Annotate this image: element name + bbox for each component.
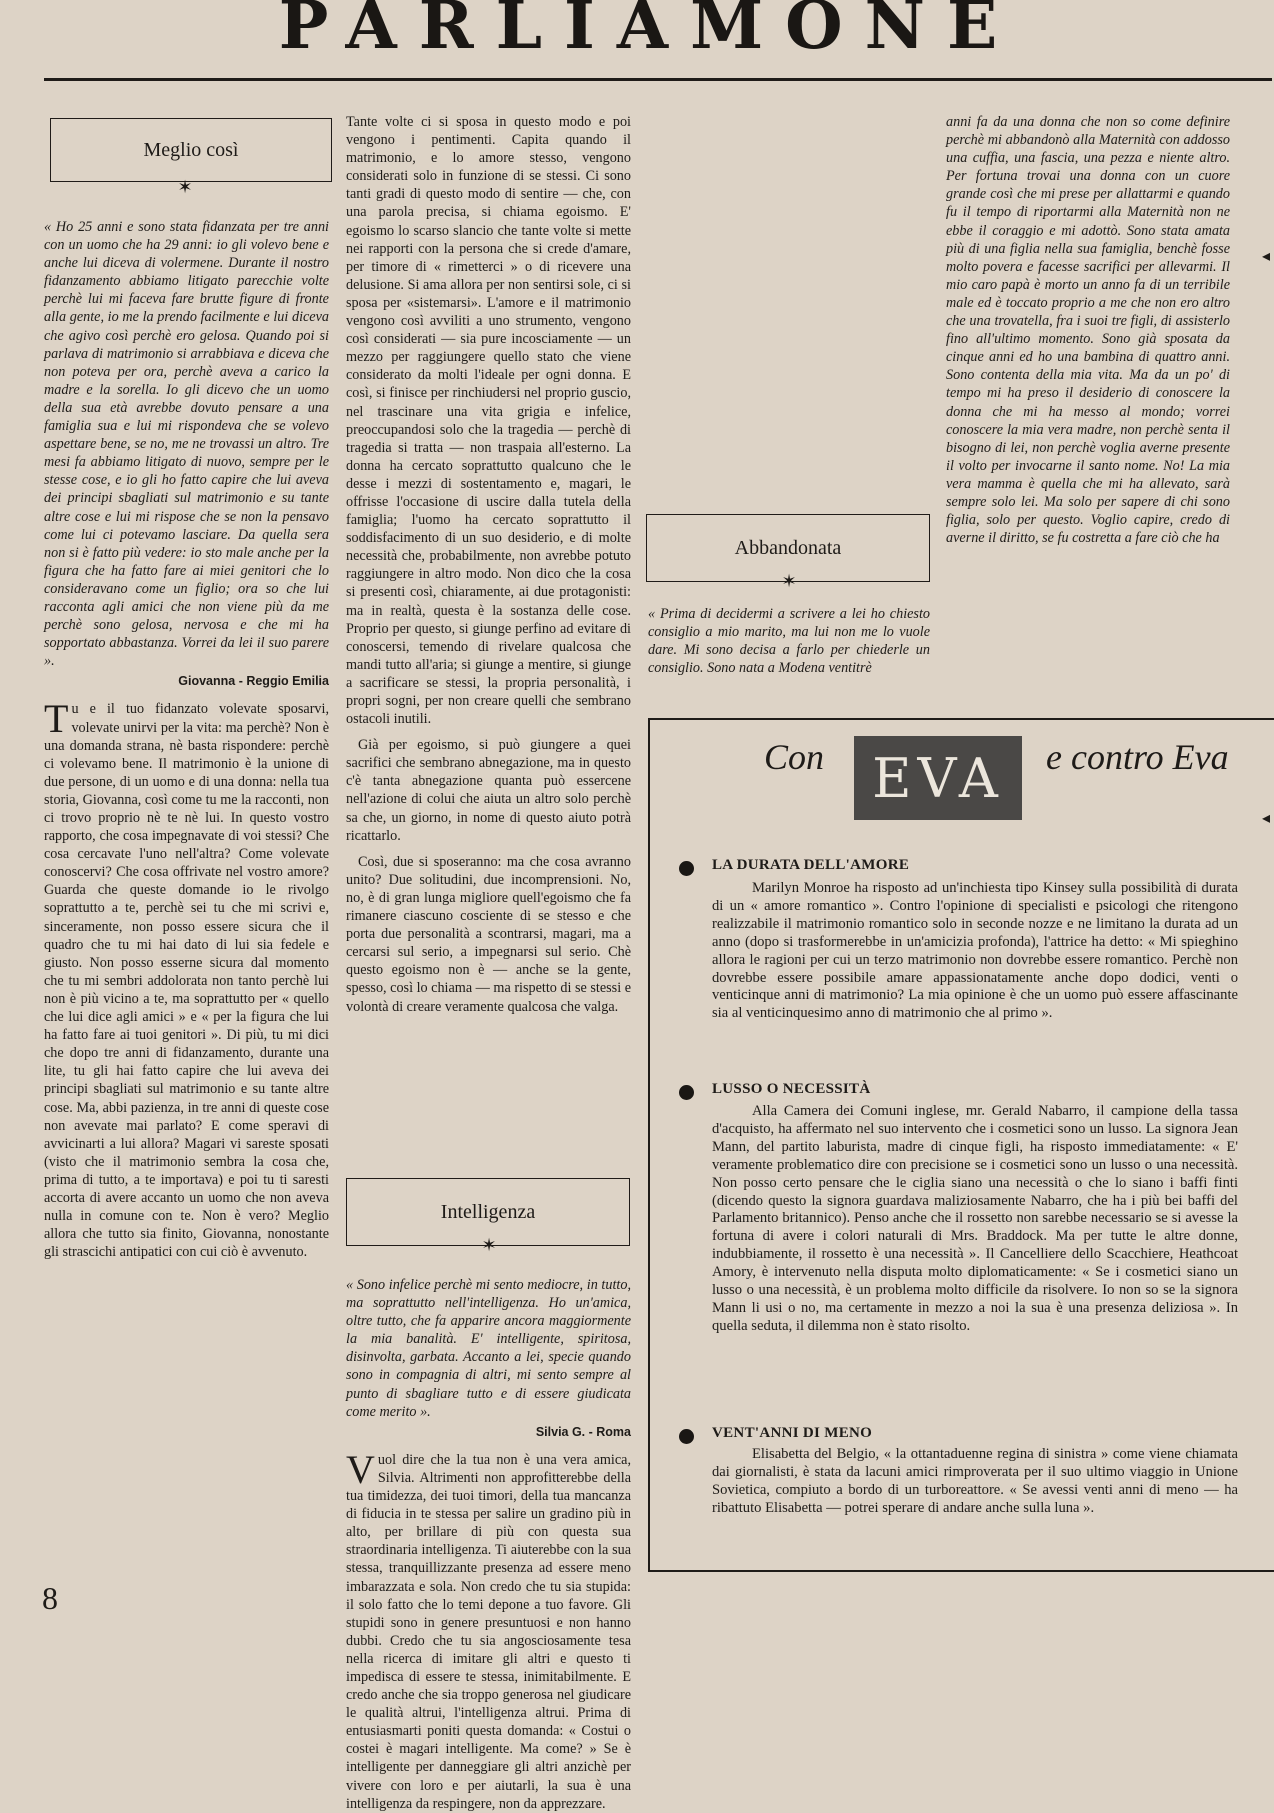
masthead-rule <box>44 78 1272 81</box>
eva-section-text-1 <box>712 880 1238 1070</box>
meglio-signature: Giovanna - Reggio Emilia <box>178 674 329 689</box>
eva-logo-text: EVA <box>872 746 1004 810</box>
intelligenza-reply <box>346 1446 631 1813</box>
column-2 <box>346 113 631 1151</box>
column-3-lower <box>648 605 930 683</box>
star-ornament-icon: ✶ <box>781 571 797 591</box>
meglio-reply-2: Tante volte ci si sposa in questo modo e poi vengono i pentimenti. Capita quando il matrimonio, e lo amore stesso, vengono considerati solo in funzione di se stessi. Ci sono tanti gradi di questo modo di sentire — che, con una parola precisa, si chiama egoismo. E' egoismo lo scarso slancio che tante volte si mette nei rapporti con la persona che si crede d'amare, per timore di « rimetterci » o di ricevere una delusione. Si ama allora per non sentirsi sole, ci si sposa per «sistemarsi». L'amore e il matrimonio vengono così avviliti a uno strumento, vengono così considerati — sia pure incosciamente — un mezzo per raggiungere quello stato che viene considerato da molti l'ideale per ogni donna. E così, si finisce per rinchiudersi nel proprio guscio, nel trascinare una vita grigia e infelice, preoccupandosi solo che la tragedia — perchè di tragedia si tratta — non traspaia all'esterno. La donna ha cercato soprattutto qualcuno che le desse i mezzi di sostentamento e, magari, le offrisse l'occasione di uscire dalla tutela della famiglia; l'uomo ha cercato soprattutto il soddisfacimento di un suo desiderio, e di molte necessità che, probabilmente, non avrebbe potuto raggiungere in altro modo. Non dico che la cosa si presenti così, chiaramente, ai due protagonisti: ma in realtà, questa è la sostanza delle cose. Proprio per questo, si giunge perfino ad evitare di conoscersi, temendo di rivelare qualcosa che mandi tutto all'aria; si giunge a mentire, si giunge a sacrificare se stessi, la propria personalità, i propri sogni, per non creare quelli che sembrano ostacoli inutili. <box>346 114 631 728</box>
eva-section-title-1: LA DURATA DELL'AMORE <box>712 857 910 873</box>
eva-section-body-1: Marilyn Monroe ha risposto ad un'inchiesta tipo Kinsey sulla possibilità di durata di un « amore romantico ». Contro l'opinione di specialisti e psicologi che ritengono realizzabile il matrimonio romantico solo in seconde nozze e ne limitano la durata ad un anno (dopo si trasformerebbe in un'amicizia profonda), l'attrice ha detto: « Mi spieghino allora le ragioni per cui un terzo matrimonio non dovrebbe essere romantico. Perchè non dovrebbe essere possibile amare appassionatamente anche dopo dodici, venti o venticinque anni di matrimonio? La mia opinione è che un uomo può essere affascinante sia al venticinquesimo anno di matrimonio che al primo ». <box>712 880 1238 1022</box>
eva-section-text-3 <box>712 1446 1238 1558</box>
dropcap-v: V <box>346 1446 375 1492</box>
abbandonata-title: Abbandonata <box>734 536 842 559</box>
eva-head-left: Con <box>764 737 825 777</box>
bullet-icon <box>679 1429 694 1444</box>
eva-section-body-2: Alla Camera dei Comuni inglese, mr. Gerald Nabarro, il campione della tassa d'acquisto, ha affermato nel suo intervento che i cosmetici sono un lusso. La signora Jean Mann, del partito laburista, madre di cinque figli, ha risposto immediatamente: « E' veramente problematico dire con precisione se i cosmetici sono un lusso o una necessità. Non posso certo pensare che le ciglia siano una necessità o che lo siano i baffi finti (dicendo questo la signora guardava maliziosamente Nabarro, che ha i più bei baffi del Parlamento britannico). Penso anche che il rossetto non sarebbe necessario se si avesse la fortuna di avere i colori naturali di Mrs. Braddock. Ma per tutte le altre donne, indubbiamente, il rossetto è una necessità ». Il Cancelliere dello Scacchiere, Heathcoat Amory, è intervenuto nella disputa molto diplomaticamente: « Se i cosmetici siano un lusso o una necessità, è un problema molto difficile da risolvere. Io non so se la signora Mann li usi o no, ma certamente in mezzo a noi la sua è una presenza deliziosa ». In quella seduta, il dilemma non è stato risolto. <box>712 1103 1238 1334</box>
intelligenza-reply-text: uol dire che la tua non è una vera amica, Silvia. Altrimenti non approfitterebbe della tua timidezza, dei tuoi timori, della tua mancanza di fiducia in te stessa per salire un gradino più in alto, per brillare di più con questa sua straordinaria intelligenza. Ti aiuterebbe con la sua stessa, tranquillizzante presenza ad essere meno imbarazzata e sola. Non credo che tu sia stupida: il solo fatto che lo temi depone a tuo favore. Gli stupidi sono in genere presuntuosi e non hanno dubbi. Credo che tu sia angosciosamente tesa nella ricerca di imitare gli altri e questo ti impedisca di essere te stessa, inimitabilmente. E credo anche che sia troppo generosa nel giudicare le qualità altrui, l'intelligenza altrui. Prima di entusiasmarti poniti questa domanda: « Costui o costei è magari intelligente. Ma come? » Se è intelligente per danneggiare gli altri anzichè per vivere con loro e per aiutarli, la sua è una intelligenza da respingere, non da apprezzare. <box>346 1451 631 1812</box>
dropcap-t: T <box>44 696 69 742</box>
eva-section-title-3: VENT'ANNI DI MENO <box>712 1425 873 1441</box>
eva-head-right: e contro Eva <box>1046 737 1229 777</box>
meglio-title: Meglio così <box>143 138 239 161</box>
arrow-mark-icon: ◂ <box>1261 810 1270 827</box>
eva-section-text-2 <box>712 1103 1238 1405</box>
intelligenza-title: Intelligenza <box>440 1200 536 1223</box>
bullet-icon <box>679 1085 694 1100</box>
page-number: 8 <box>42 1580 58 1616</box>
abbandonata-letter-2: anni fa da una donna che non so come definire perchè mi abbandonò alla Maternità con addosso una cuffia, una fascia, una pezza e niente altro. Per fortuna trovai una donna con un cuore grande così che mi prese per allattarmi e quando fu il tempo di riportarmi alla Maternità non ne ebbe il coraggio e mi adottò. Sono stata amata più di una figlia nella sua famiglia, benchè fosse molto povera e facesse sacrifici per allevarmi. Il mio caro papà è morto un anno fa di un terribile male ed è toccato proprio a me che non ero altro che una trovatella, fra i suoi tre figli, di assisterlo fino all'ultimo momento. Sono già sposata da cinque anni ed ho una bambina di quattro anni. Sono contenta della mia vita. Ma da un po' di tempo mi ha preso il desiderio di conoscere la donna che mi ha messo al mondo; vorrei conoscere la mia vera madre, non perchè senta il bisogno di lei, non perchè voglia averne presente il volto per invocarne il santo nome. No! La mia vera mamma è quella che mi ha allevato, sarà sempre solo lei. Ma solo per sapere di chi sono figlia, solo per questo. Voglio capire, credo di averne il diritto, se fu costretta a fare ciò che ha <box>946 114 1230 547</box>
eva-logo <box>854 736 1022 820</box>
meglio-reply-3: Già per egoismo, si può giungere a quei sacrifici che sembrano abnegazione, ma in questo c'è tanta abnegazione quanta può essercene nell'azione di colui che aiuta un altro solo perchè sa che, un giorno, in nome di questo aiuto potrà ricattarlo. <box>346 737 631 844</box>
star-ornament-icon: ✶ <box>177 177 193 197</box>
eva-section-title-2: LUSSO O NECESSITÀ <box>712 1081 871 1097</box>
star-ornament-icon: ✶ <box>481 1235 497 1255</box>
column-4 <box>946 113 1230 687</box>
column-2-lower <box>346 1276 631 1812</box>
meglio-title-box <box>50 118 332 182</box>
bullet-icon <box>679 861 694 876</box>
intelligenza-signature: Silvia G. - Roma <box>535 1424 631 1439</box>
meglio-reply-1 <box>44 696 329 1261</box>
meglio-reply-1-text: u e il tuo fidanzato volevate sposarvi, volevate unirvi per la vita: ma perchè? Non è una domanda strana, nè basta rispondere: perchè ci volevamo bene. Il matrimonio è la unione di due persone, di un uomo e di una donna: nella tua storia, Giovanna, così come tu me la racconti, non ci trovo proprio nè te nè lui. In questo vostro rapporto, che cosa impegnavate di voi stessi? Che cosa cercavate l'uno nell'altra? Come volevate conoscervi? Che cosa offrivate nel vostro amore? Guarda che queste domande io le rivolgo soprattutto a te, perchè sei tu che mi scrivi e, sinceramente, non posso essere sicura che il quadro che tu mi hai dato di lui sia fedele e giusto. Non posso esserne sicura dal momento che tu mi sembri addolorata non tanto perchè lui non è più vicino a te, ma soprattutto per « quello che lui dice agli amici » e « per la figura che lui ha fatto fare ai tuoi genitori ». Di più, tu mi dici che dopo tre anni di fidanzamento, durante una lite, tu gli hai fatto capire che lui aveva dei principi sbagliati sul matrimonio e su tante altre cose. Ma, abbi pazienza, in tre anni di queste cose non avevate mai parlato? E come speravi di avvicinarti a lui allora? Magari vi sareste sposati (visto che il matrimonio sembra la cosa che, prima di tutto, a te importava) e poi tu ti saresti accorta di avere accanto un uomo che non aveva nulla in comune con te. Non è vero? Meglio allora che tutto sia finito, Giovanna, nonostante gli strascichi antipatici con cui ciò è avvenuto. <box>44 701 329 1261</box>
abbandonata-letter-1: « Prima di decidermi a scrivere a lei ho chiesto consiglio a mio marito, ma lui non me lo vuole dare. Mi sono decisa a farlo per chiederle un consiglio. Sono nata a Modena ventitrè <box>648 606 930 677</box>
masthead-title: PARLIAMONE <box>278 0 1020 64</box>
meglio-letter: « Ho 25 anni e sono stata fidanzata per tre anni con un uomo che ha 29 anni: io gli volevo bene e anche lui diceva di volermene. Durante il nostro fidanzamento abbiamo litigato parecchie volte perchè lui mi faceva fare brutte figure di fronte alla gente, io me la prendo facilmente e lui diceva che agivo così perchè ero gelosa. Quando poi si parlava di matrimonio si arrabbiava e diceva che non poteva per ora, perchè aveva a carico la madre e la sorella. Io gli dicevo che un uomo della sua età avrebbe dovuto pensare a una famiglia sua e lui mi rispondeva che se volevo aspettare bene, se no, me ne trovassi un altro. Tre mesi fa abbiamo litigato di nuovo, sempre per le stesse cose, e io gli ho fatto capire che lui aveva dei principi sbagliati sul matrimonio e su tante altre cose e lui mi rispose che se non la pensavo come lui ci potevamo lasciare. Da quella sera non si è fatto più vedere: io sto male anche per la figura che ha fatto fare ai miei genitori che lo consideravano come un figlio; ora so che lui racconta agli amici che non viene più da me perchè sono gelosa, nervosa e che mi ha sopportato abbastanza. Vorrei da lei il suo parere ». <box>44 219 329 670</box>
eva-section-body-3: Elisabetta del Belgio, « la ottantaduenne regina di sinistra » come viene chiamata dai giornalisti, è stata da lacuni amici rimproverata per il suo ultimo viaggio in Unione Sovietica, compiuto a bordo di un turboreattore. « Se avessi venti anni di meno — ha ribattuto Elisabetta — potrei sperare di andare anche sulla luna ». <box>712 1446 1238 1516</box>
meglio-reply-4: Così, due si sposeranno: ma che cosa avranno unito? Due solitudini, due incomprensioni. No, no, è di gran lunga migliore quell'egoismo che fa rimanere ciascuno cosciente di se stesso e che porta due personalità a scontrarsi, magari, ma a cercarsi sul serio, a impegnarsi sul serio. Chè questo egoismo non è — anche se la gente, spesso, così lo chiama — ma rispetto di se stessi e volontà di creare veramente qualcosa che valga. <box>346 853 631 1015</box>
arrow-mark-icon: ◂ <box>1261 248 1270 265</box>
intelligenza-letter: « Sono infelice perchè mi sento mediocre, in tutto, ma soprattutto nell'intelligenza. Ho un'amica, oltre tutto, che fa apparire ancora maggiormente la mia banalità. E' intelligente, spiritosa, disinvolta, garbata. Accanto a lei, specie quando sono in compagnia di altri, mi sento sempre al punto di sbagliare tutto e di essere giudicata come merito ». <box>346 1277 631 1420</box>
column-1 <box>44 218 329 1570</box>
